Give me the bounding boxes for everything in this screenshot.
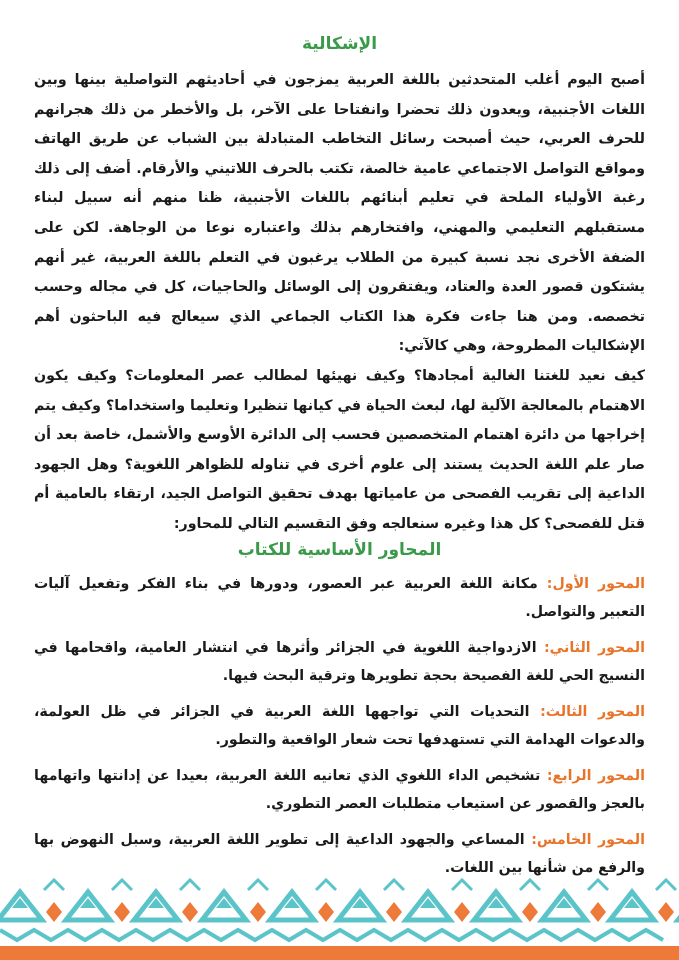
diamond-motif-icon — [114, 902, 130, 922]
axis-item — [34, 570, 645, 626]
paragraph-1: أصبح اليوم أغلب المتحدثين باللغة العربية يمزجون في أحاديثهم التواصلية بينها وبين اللغات الأجنبية، ويعدون ذلك تحضرا وانفتاحا على الآخر، بل والأخطر من ذلك هجرانهم للحرف العربي، حيث أصبحت رسائل التخاطب المتبادلة بين الشباب عن طريق الهاتف ومواقع التواصل الاجتماعي عامية خالصة، تكتب بالحرف اللاتيني والأرقام. أضف إلى ذلك رغبة الأولياء الملحة في تعليم أبنائهم باللغات الأجنبية، ظنا منهم أنه سبيل لبناء مستقبلهم التعليمي والمهني، وافتخارهم بذلك واعتباره نوعا من الوجاهة. لكن على الضفة الأخرى نجد نسبة كبيرة من الطلاب يرغبون في التعلم باللغة العربية، غير أنهم يشتكون قصور العدة والعتاد، ويفتقرون إلى الوسائل والحاجيات، كل في مجاله وحسب تخصصه. ومن هنا جاءت فكرة هذا الكتاب الجماعي الذي سيعالج فيه الباحثون أهم الإشكاليات المطروحة، وهي كالآتي: — [34, 72, 645, 355]
diamond-motif-icon — [386, 902, 402, 922]
axis-label: المحور الخامس: — [531, 832, 646, 848]
axis-label: المحور الرابع: — [546, 768, 645, 784]
chevron-motif-icon — [384, 880, 404, 890]
axis-text: التحديات التي تواجهها اللغة العربية في الجزائر في ظل العولمة، والدعوات الهدامة التي تستهدفها تحت شعار الواقعية والتطور. — [34, 704, 645, 748]
axis-label: المحور الثاني: — [543, 640, 645, 656]
geometric-pattern-icon — [0, 868, 679, 960]
axes-title: المحاور الأساسية للكتاب — [237, 540, 442, 560]
diamond-motif-icon — [182, 902, 198, 922]
axis-label: المحور الثالث: — [540, 704, 645, 720]
chevron-motif-icon — [452, 880, 472, 890]
section-title: الإشكالية — [301, 34, 378, 54]
axis-text: مكانة اللغة العربية عبر العصور، ودورها في بناء الفكر وتفعيل آليات التعبير والتواصل. — [34, 576, 645, 620]
axis-item — [34, 634, 645, 690]
axes-list — [34, 570, 645, 890]
axis-item — [34, 698, 645, 754]
diamond-motif-icon — [522, 902, 538, 922]
problem-statement — [34, 66, 645, 540]
diamond-motif-icon — [658, 902, 674, 922]
diamond-motif-icon — [454, 902, 470, 922]
zigzag-band-icon — [0, 930, 663, 940]
axis-label: المحور الأول: — [546, 576, 645, 592]
axis-text: تشخيص الداء اللغوي الذي تعانيه اللغة العربية، بعيدا عن إدانتها واتهامها بالعجز والقصور عن استيعاب متطلبات العصر التطوري. — [34, 768, 645, 812]
diamond-motif-icon — [250, 902, 266, 922]
bottom-strip — [0, 946, 679, 960]
chevron-motif-icon — [656, 880, 676, 890]
diamond-motif-icon — [318, 902, 334, 922]
axis-text: المساعي والجهود الداعية إلى تطوير اللغة العربية، وسبل النهوض بها والرفع من شأنها بين اللغات. — [34, 832, 645, 876]
chevron-motif-icon — [316, 880, 336, 890]
chevron-motif-icon — [520, 880, 540, 890]
diamond-motif-icon — [590, 902, 606, 922]
chevron-motif-icon — [248, 880, 268, 890]
axis-item — [34, 762, 645, 818]
chevron-motif-icon — [44, 880, 64, 890]
axis-text: الازدواجية اللغوية في الجزائر وأثرها في انتشار العامية، واقحامها في النسيج الحي للغة الفصيحة بحجة تطويرها وترقية البحث فيها. — [34, 640, 645, 684]
diamond-motif-icon — [46, 902, 62, 922]
chevron-motif-icon — [588, 880, 608, 890]
chevron-motif-icon — [180, 880, 200, 890]
decorative-footer-border — [0, 868, 679, 960]
paragraph-2: كيف نعيد للغتنا الغالية أمجادها؟ وكيف نهيئها لمطالب عصر المعلومات؟ وكيف يكون الاهتمام بالمعالجة الآلية لها، لبعث الحياة في كيانها تنظيرا وتعليما واستخداما؟ وكيف يتم إخراجها من دائرة اهتمام المتخصصين فحسب إلى الدائرة الأوسع والأشمل، خاصة بعد أن صار علم اللغة الحديث يستند إلى علوم أخرى في تناوله للظواهر اللغوية؟ وهل الجهود الداعية إلى تقريب الفصحى من عامياتها بهدف تحقيق التواصل الجيد، ارتقاء بالعامية أم قتل للفصحى؟ كل هذا وغيره سنعالجه وفق التقسيم التالي للمحاور: — [34, 367, 645, 532]
chevron-motif-icon — [112, 880, 132, 890]
